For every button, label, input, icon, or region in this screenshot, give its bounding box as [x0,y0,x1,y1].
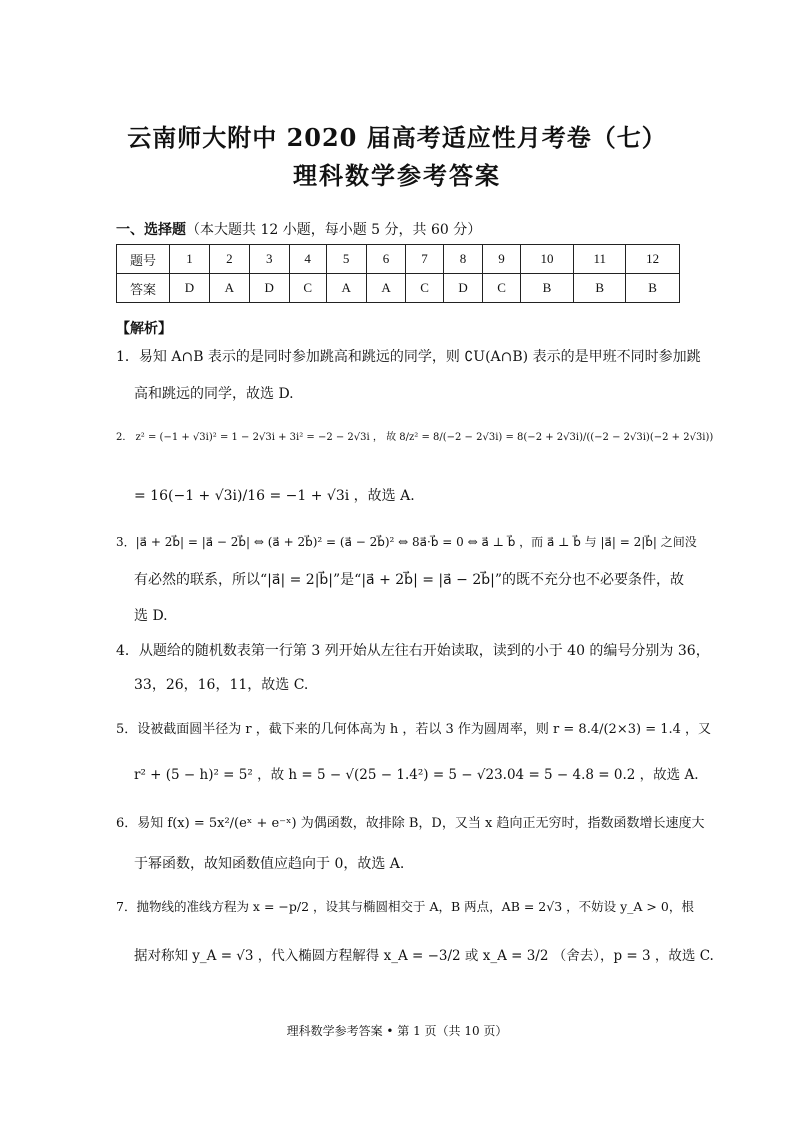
solution-6-line-1: 6．易知 f(x) = 5x²/(eˣ + e⁻ˣ) 为偶函数，故排除 B，D，又当 x 趋向正无穷时，指数函数增长速度大 [116,816,705,831]
table-cell: D [170,274,210,303]
table-cell: 2 [209,245,249,274]
answer-table [116,244,680,303]
table-cell: D [249,274,289,303]
table-cell: C [483,274,520,303]
table-cell: 7 [406,245,443,274]
solution-4-line-1: 4．从题给的随机数表第一行第 3 列开始从左往右开始读取，读到的小于 40 的编号分别为 36， [116,643,710,659]
solution-3-line-1: 3．|a⃗ + 2b⃗| = |a⃗ − 2b⃗| ⇔ (a⃗ + 2b⃗)² = (a⃗ − 2b⃗)² ⇔ 8a⃗·b⃗ = 0 ⇔ a⃗ ⊥ b⃗ ，而 a⃗ ⊥ b⃗ 与 |a⃗| = 2|b⃗| 之间没 [116,535,697,549]
table-cell: 10 [520,245,574,274]
table-cell: D [443,274,483,303]
table-cell: 4 [289,245,326,274]
solution-1-line-1: 1．易知 A∩B 表示的是同时参加跳高和跳远的同学，则 ∁U(A∩B) 表示的是甲班不同时参加跳 [116,349,701,365]
solution-6-line-2: 于幂函数，故知函数值应趋向于 0，故选 A. [134,856,405,872]
solution-5-line-1: 5．设被截面圆半径为 r ，截下来的几何体高为 h ，若以 3 作为圆周率，则 r = 8.4/(2×3) = 1.4 ，又 [116,722,712,737]
exam-subtitle: 理科数学参考答案 [293,161,501,190]
section-heading-label: 一、选择题 [116,222,186,238]
table-cell: 1 [170,245,210,274]
solution-2-line-2: = 16(−1 + √3i)/16 = −1 + √3i ，故选 A. [134,488,415,504]
section-heading [116,219,481,239]
table-cell: A [326,274,366,303]
table-header-answer: 答案 [117,274,170,303]
table-cell: 11 [574,245,626,274]
table-cell: 3 [249,245,289,274]
page-footer: 理科数学参考答案 • 第 1 页（共 10 页） [286,1024,508,1038]
solution-2-line-1: 2． z² = (−1 + √3i)² = 1 − 2√3i + 3i² = −2 − 2√3i ， 故 8/z² = 8/(−2 − 2√3i) = 8(−2 + 2√3i)/((−2 − 2√3i)(−2 + 2√3i)) [116,432,714,443]
table-cell: 9 [483,245,520,274]
solution-7-line-2: 据对称知 y_A = √3 ，代入椭圆方程解得 x_A = −3/2 或 x_A = 3/2 （舍去），p = 3 ，故选 C. [134,948,714,964]
table-cell: 5 [326,245,366,274]
analysis-label: 【解析】 [116,321,172,337]
table-cell: B [520,274,574,303]
table-row-numbers [117,245,680,274]
table-row-answers [117,274,680,303]
solution-1-line-2: 高和跳远的同学，故选 D. [134,386,294,402]
table-cell: 6 [366,245,406,274]
solution-3-line-2: 有必然的联系，所以“|a⃗| = 2|b⃗|”是“|a⃗ + 2b⃗| = |a⃗ − 2b⃗|”的既不充分也不必要条件，故 [134,572,685,588]
table-cell: B [626,274,680,303]
solution-3-line-3: 选 D. [134,608,168,624]
table-cell: 12 [626,245,680,274]
table-cell: A [366,274,406,303]
table-cell: B [574,274,626,303]
solution-7-line-1: 7．抛物线的准线方程为 x = −p/2 ，设其与椭圆相交于 A，B 两点，AB = 2√3 ，不妨设 y_A > 0，根 [116,899,694,914]
table-cell: A [209,274,249,303]
table-cell: C [289,274,326,303]
table-cell: 8 [443,245,483,274]
solution-5-line-2: r² + (5 − h)² = 5² ，故 h = 5 − √(25 − 1.4²) = 5 − √23.04 = 5 − 4.8 = 0.2 ，故选 A. [134,767,699,783]
section-heading-note: （本大题共 12 小题，每小题 5 分，共 60 分） [186,222,482,238]
solution-4-line-2: 33，26，16，11，故选 C. [134,677,309,693]
table-header-number: 题号 [117,245,170,274]
table-cell: C [406,274,443,303]
exam-title: 云南师大附中 2020 届高考适应性月考卷（七） [127,123,667,152]
